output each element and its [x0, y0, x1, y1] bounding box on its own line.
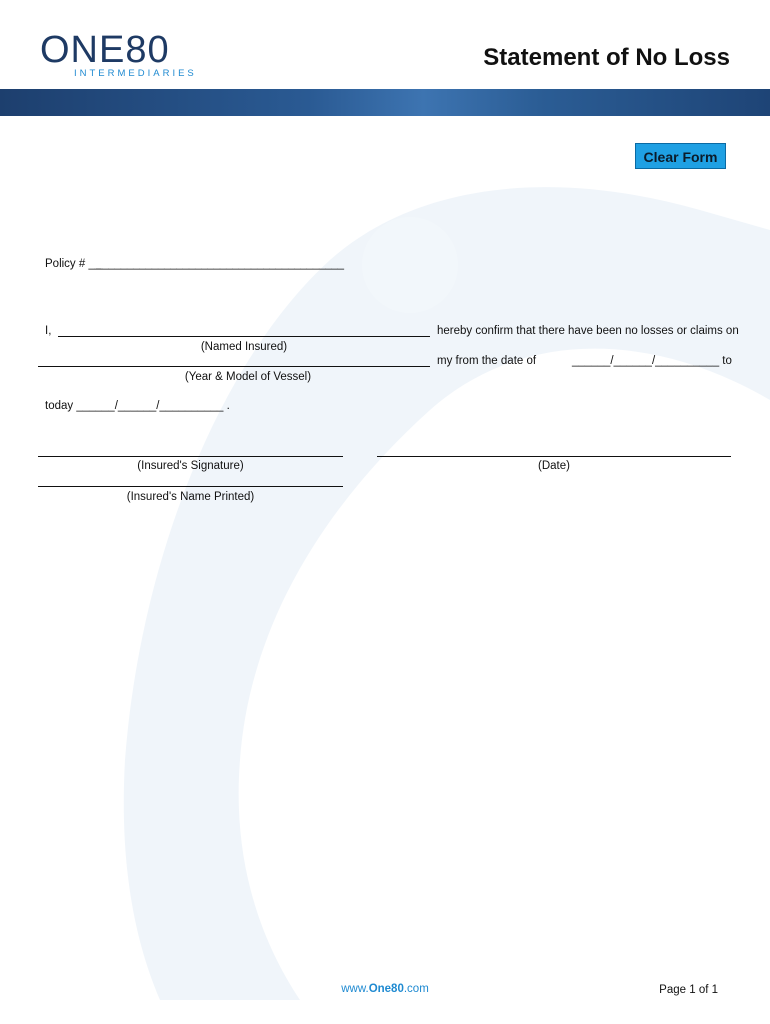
vessel-caption: (Year & Model of Vessel) — [184, 371, 312, 383]
signature-field[interactable] — [38, 438, 343, 456]
confirm-text: hereby confirm that there have been no losses or claims on — [437, 325, 739, 337]
today-date-field[interactable] — [75, 397, 207, 413]
named-insured-line — [58, 336, 430, 337]
from-date-blanks: ______/______/__________ to — [572, 355, 732, 367]
policy-label: Policy # __ — [45, 258, 102, 270]
date-caption: (Date) — [538, 460, 570, 472]
policy-number-field[interactable] — [96, 255, 308, 271]
company-logo — [38, 28, 198, 84]
footer-url-link[interactable]: www.One80.com — [341, 983, 429, 995]
clear-form-button[interactable]: Clear Form — [635, 143, 726, 169]
signature-caption: (Insured's Signature) — [137, 460, 244, 472]
vessel-line — [38, 366, 430, 367]
date-field[interactable] — [377, 438, 731, 456]
page-number: Page 1 of 1 — [659, 984, 718, 996]
logo-tagline: INTERMEDIARIES — [74, 68, 197, 79]
vessel-text: my from the date of — [437, 355, 537, 367]
named-insured-caption: (Named Insured) — [200, 341, 288, 353]
logo-wordmark: ONE80 — [40, 29, 170, 71]
printed-name-line — [38, 486, 343, 487]
insured-prefix: I, — [45, 325, 52, 337]
date-line — [377, 456, 731, 457]
named-insured-field[interactable] — [58, 320, 430, 336]
today-text: today ______/______/__________ . — [45, 400, 230, 412]
printed-name-field[interactable] — [38, 468, 343, 486]
vessel-field[interactable] — [38, 350, 430, 366]
policy-blanks: ________________________________________ — [96, 258, 344, 270]
printed-name-caption: (Insured's Name Printed) — [126, 491, 255, 503]
signature-line — [38, 456, 343, 457]
page-title: Statement of No Loss — [483, 44, 730, 71]
header-band — [0, 89, 770, 116]
from-date-field[interactable] — [572, 352, 704, 368]
